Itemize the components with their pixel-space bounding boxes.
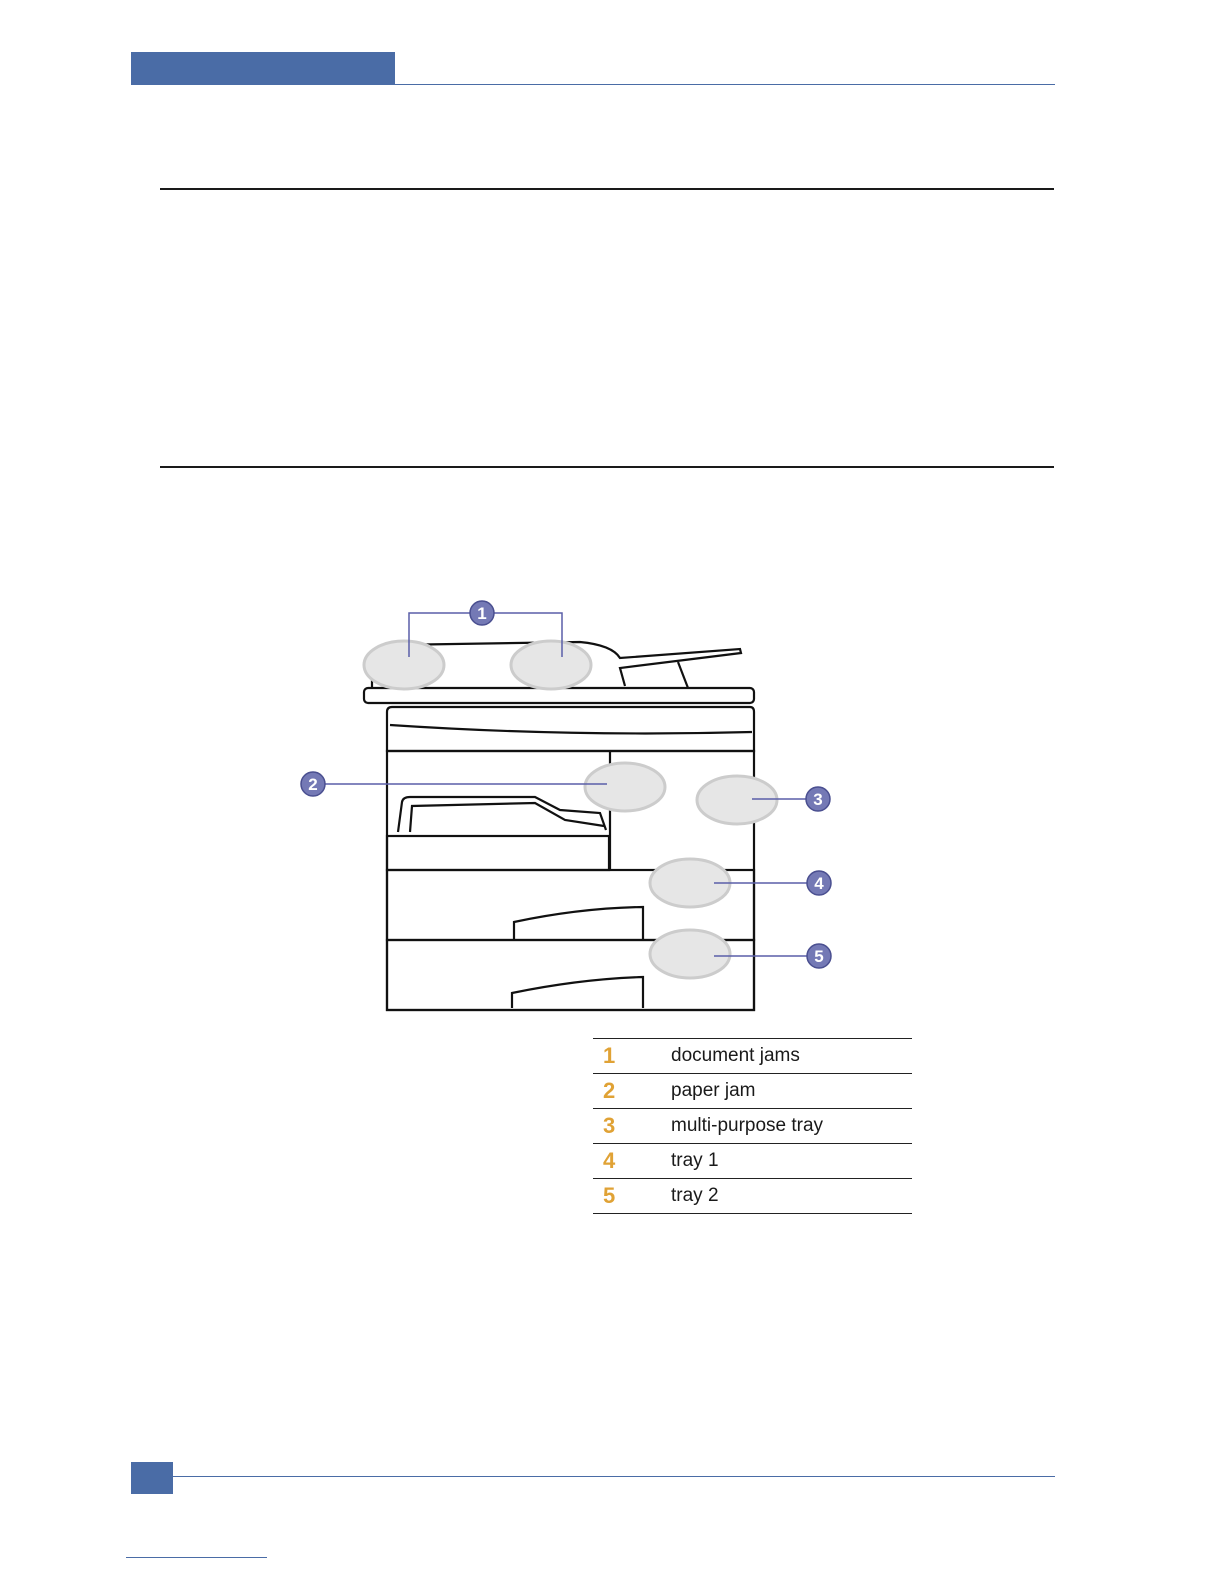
legend-row [593,1179,912,1214]
legend-number: 1 [593,1039,671,1074]
highlight-paper-jam [585,763,665,811]
svg-text:3: 3 [813,790,823,809]
highlight-tray-2 [650,930,730,978]
legend-number: 5 [593,1179,671,1214]
callout-badge-2 [301,772,325,796]
control-panel-curve [390,725,752,733]
legend-label: document jams [671,1039,912,1074]
scanner-lid [364,688,754,703]
highlight-multi-purpose-tray [697,776,777,824]
tray-2-handle [512,977,643,1008]
svg-text:2: 2 [308,775,318,794]
bottom-link-underline[interactable] [126,1557,267,1558]
footer-rule [173,1476,1055,1477]
highlight-document-jam-right [511,641,591,689]
legend-row [593,1109,912,1144]
legend-row [593,1074,912,1109]
callout-badge-1 [470,601,494,625]
svg-text:1: 1 [477,604,487,623]
legend-label: tray 2 [671,1179,912,1214]
legend-row [593,1039,912,1074]
output-tray-support [678,662,688,688]
tray-1-handle [514,907,643,940]
svg-text:4: 4 [814,874,824,893]
svg-text:5: 5 [814,947,824,966]
legend-row [593,1144,912,1179]
callout-badge-3 [806,787,830,811]
legend-label: tray 1 [671,1144,912,1179]
callout-badge-4 [807,871,831,895]
callout-legend-table [593,1038,912,1214]
legend-number: 4 [593,1144,671,1179]
legend-number: 3 [593,1109,671,1144]
output-cavity-floor [387,836,609,870]
output-paper [410,803,604,832]
legend-number: 2 [593,1074,671,1109]
legend-label: paper jam [671,1074,912,1109]
legend-label: multi-purpose tray [671,1109,912,1144]
footer-tab [131,1462,173,1494]
highlight-document-jam-left [364,641,444,689]
callout-badge-5 [807,944,831,968]
output-tray [398,797,606,832]
